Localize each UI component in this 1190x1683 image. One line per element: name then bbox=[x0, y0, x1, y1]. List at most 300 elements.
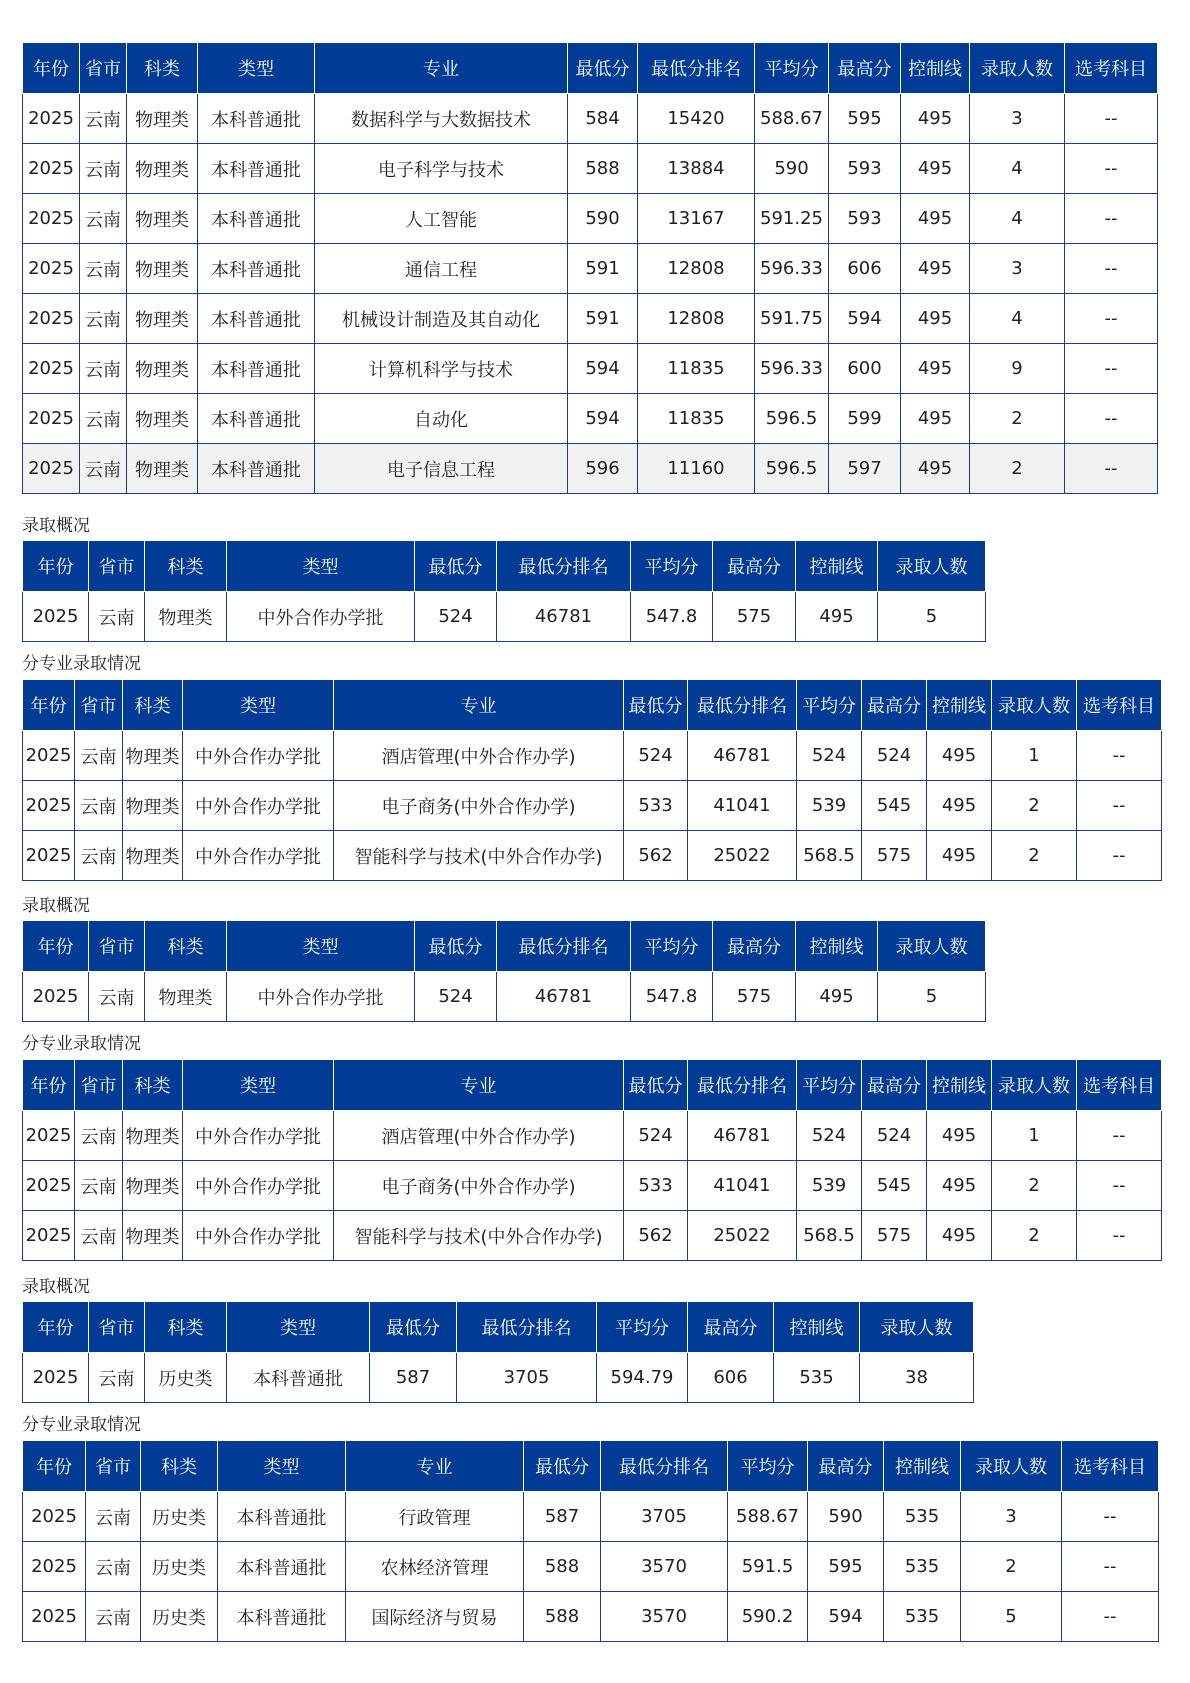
column-header: 最低分 bbox=[624, 680, 688, 731]
table-cell: 606 bbox=[688, 1353, 774, 1403]
table-cell: 2025 bbox=[23, 1353, 89, 1403]
table-cell: 46781 bbox=[688, 1111, 797, 1161]
table-row bbox=[23, 1161, 1162, 1211]
table-cell: 587 bbox=[370, 1353, 457, 1403]
table-cell: 495 bbox=[796, 592, 878, 642]
table-cell: 本科普通批 bbox=[218, 1592, 346, 1642]
column-header: 省市 bbox=[89, 921, 145, 972]
table-cell: 5 bbox=[961, 1592, 1062, 1642]
table-cell: 物理类 bbox=[127, 244, 198, 294]
header-row bbox=[23, 680, 1162, 731]
table-cell: 46781 bbox=[497, 972, 631, 1022]
table-cell: 495 bbox=[927, 731, 992, 781]
column-header: 最高分 bbox=[862, 680, 927, 731]
table-cell: 535 bbox=[884, 1542, 961, 1592]
table-cell: 2025 bbox=[23, 1592, 86, 1642]
admission-table-physics-regular bbox=[22, 42, 1158, 494]
table-row bbox=[23, 144, 1158, 194]
table-cell: 600 bbox=[829, 344, 901, 394]
column-header: 录取人数 bbox=[860, 1302, 974, 1353]
table-cell: 46781 bbox=[497, 592, 631, 642]
column-header: 控制线 bbox=[927, 680, 992, 731]
table-cell: 12808 bbox=[638, 244, 755, 294]
table-cell: 599 bbox=[829, 394, 901, 444]
table-cell: 524 bbox=[624, 1111, 688, 1161]
table-cell: 547.8 bbox=[631, 592, 713, 642]
table-cell: 2025 bbox=[23, 444, 80, 494]
table-cell: -- bbox=[1077, 831, 1162, 881]
column-header: 录取人数 bbox=[970, 43, 1065, 94]
table-cell: 历史类 bbox=[145, 1353, 227, 1403]
table-cell: 2025 bbox=[23, 394, 80, 444]
table-cell: 4 bbox=[970, 294, 1065, 344]
table-cell: -- bbox=[1077, 1211, 1162, 1261]
column-header: 省市 bbox=[89, 1302, 145, 1353]
table-cell: 545 bbox=[862, 1161, 927, 1211]
column-header: 最低分排名 bbox=[601, 1441, 728, 1492]
table-cell: 2025 bbox=[23, 592, 89, 642]
table-cell: -- bbox=[1062, 1542, 1159, 1592]
summary-table bbox=[22, 540, 986, 642]
header-row bbox=[23, 43, 1158, 94]
table-cell: 历史类 bbox=[141, 1592, 218, 1642]
table-cell: 云南 bbox=[89, 1353, 145, 1403]
table-cell: 596.5 bbox=[755, 394, 829, 444]
table-cell: 594 bbox=[829, 294, 901, 344]
column-header: 类型 bbox=[183, 1060, 334, 1111]
table-cell: 本科普通批 bbox=[198, 344, 315, 394]
table-cell: 596.33 bbox=[755, 344, 829, 394]
table-cell: 云南 bbox=[80, 94, 127, 144]
table-cell: 物理类 bbox=[127, 94, 198, 144]
table-cell: 物理类 bbox=[127, 444, 198, 494]
column-header: 省市 bbox=[89, 541, 145, 592]
table-cell: 2 bbox=[992, 781, 1077, 831]
table-cell: 物理类 bbox=[127, 344, 198, 394]
table-cell: -- bbox=[1062, 1592, 1159, 1642]
section-caption: 录取概况 bbox=[22, 896, 90, 916]
table-cell: 595 bbox=[808, 1542, 884, 1592]
table-cell: 3705 bbox=[457, 1353, 597, 1403]
table-cell: 历史类 bbox=[141, 1492, 218, 1542]
table-cell: 41041 bbox=[688, 1161, 797, 1211]
table-cell: 11160 bbox=[638, 444, 755, 494]
column-header: 平均分 bbox=[797, 680, 862, 731]
table-cell: -- bbox=[1065, 444, 1158, 494]
header-row bbox=[23, 921, 986, 972]
table-cell: 25022 bbox=[688, 831, 797, 881]
table-cell: 云南 bbox=[75, 831, 123, 881]
table-cell: 495 bbox=[901, 444, 970, 494]
table-cell: 591 bbox=[568, 294, 638, 344]
table-cell: 中外合作办学批 bbox=[183, 1211, 334, 1261]
column-header: 科类 bbox=[123, 1060, 183, 1111]
table-cell: 物理类 bbox=[123, 831, 183, 881]
table-cell: 38 bbox=[860, 1353, 974, 1403]
table-cell: 593 bbox=[829, 144, 901, 194]
table-cell: 4 bbox=[970, 194, 1065, 244]
table-cell: 594.79 bbox=[597, 1353, 688, 1403]
table-cell: 2025 bbox=[23, 831, 75, 881]
table-cell: 495 bbox=[927, 831, 992, 881]
table-cell: 3 bbox=[961, 1492, 1062, 1542]
section-caption: 分专业录取情况 bbox=[22, 1415, 141, 1435]
table-cell: -- bbox=[1065, 394, 1158, 444]
table-cell: 594 bbox=[568, 394, 638, 444]
table-cell: 495 bbox=[901, 244, 970, 294]
table-cell: 2 bbox=[992, 1211, 1077, 1261]
table-cell: 数据科学与大数据技术 bbox=[315, 94, 568, 144]
column-header: 平均分 bbox=[797, 1060, 862, 1111]
table-cell: 590 bbox=[568, 194, 638, 244]
table-cell: 本科普通批 bbox=[227, 1353, 370, 1403]
column-header: 最高分 bbox=[688, 1302, 774, 1353]
column-header: 平均分 bbox=[728, 1441, 808, 1492]
table-cell: 562 bbox=[624, 1211, 688, 1261]
table-cell: 中外合作办学批 bbox=[183, 831, 334, 881]
column-header: 年份 bbox=[23, 1060, 75, 1111]
table-cell: 11835 bbox=[638, 394, 755, 444]
table-cell: 590.2 bbox=[728, 1592, 808, 1642]
table-row bbox=[23, 1542, 1159, 1592]
table-row bbox=[23, 1211, 1162, 1261]
column-header: 科类 bbox=[127, 43, 198, 94]
column-header: 录取人数 bbox=[878, 921, 986, 972]
table-cell: 2025 bbox=[23, 731, 75, 781]
column-header: 最高分 bbox=[808, 1441, 884, 1492]
table-cell: 591 bbox=[568, 244, 638, 294]
column-header: 最低分 bbox=[568, 43, 638, 94]
table-cell: 中外合作办学批 bbox=[183, 781, 334, 831]
table-cell: 云南 bbox=[80, 394, 127, 444]
table-cell: 行政管理 bbox=[346, 1492, 524, 1542]
table-cell: 3 bbox=[970, 94, 1065, 144]
table-cell: 2025 bbox=[23, 1111, 75, 1161]
summary-section-1 bbox=[22, 540, 986, 642]
table-row bbox=[23, 1111, 1162, 1161]
column-header: 最高分 bbox=[829, 43, 901, 94]
table-cell: 云南 bbox=[75, 1211, 123, 1261]
table-cell: 物理类 bbox=[127, 194, 198, 244]
table-cell: 588.67 bbox=[755, 94, 829, 144]
table-cell: 本科普通批 bbox=[198, 294, 315, 344]
table-cell: 2 bbox=[970, 444, 1065, 494]
column-header: 最低分 bbox=[624, 1060, 688, 1111]
table-cell: 5 bbox=[878, 592, 986, 642]
table-cell: 547.8 bbox=[631, 972, 713, 1022]
table-cell: 国际经济与贸易 bbox=[346, 1592, 524, 1642]
table-cell: 5 bbox=[878, 972, 986, 1022]
table-cell: 3705 bbox=[601, 1492, 728, 1542]
table-cell: 物理类 bbox=[123, 781, 183, 831]
column-header: 科类 bbox=[123, 680, 183, 731]
table-cell: 2 bbox=[992, 1161, 1077, 1211]
table-cell: 524 bbox=[797, 1111, 862, 1161]
table-cell: 1 bbox=[992, 731, 1077, 781]
table-cell: 中外合作办学批 bbox=[227, 592, 415, 642]
table-cell: 自动化 bbox=[315, 394, 568, 444]
column-header: 最低分 bbox=[415, 541, 497, 592]
table-cell: 中外合作办学批 bbox=[227, 972, 415, 1022]
column-header: 录取人数 bbox=[992, 680, 1077, 731]
table-cell: 41041 bbox=[688, 781, 797, 831]
column-header: 年份 bbox=[23, 680, 75, 731]
table-cell: 2025 bbox=[23, 144, 80, 194]
column-header: 类型 bbox=[198, 43, 315, 94]
table-cell: 本科普通批 bbox=[198, 244, 315, 294]
table-cell: 568.5 bbox=[797, 1211, 862, 1261]
table-row bbox=[23, 194, 1158, 244]
table-cell: 物理类 bbox=[123, 1111, 183, 1161]
major-admission-table bbox=[22, 42, 1158, 494]
column-header: 最低分排名 bbox=[457, 1302, 597, 1353]
table-cell: 2 bbox=[961, 1542, 1062, 1592]
table-cell: 495 bbox=[901, 394, 970, 444]
table-row bbox=[23, 444, 1158, 494]
table-cell: 594 bbox=[808, 1592, 884, 1642]
table-cell: 2025 bbox=[23, 94, 80, 144]
table-row bbox=[23, 972, 986, 1022]
table-cell: 524 bbox=[862, 731, 927, 781]
table-cell: 云南 bbox=[89, 972, 145, 1022]
column-header: 最高分 bbox=[713, 541, 796, 592]
table-cell: 2025 bbox=[23, 294, 80, 344]
table-cell: 3570 bbox=[601, 1542, 728, 1592]
table-cell: 9 bbox=[970, 344, 1065, 394]
table-cell: -- bbox=[1077, 1161, 1162, 1211]
table-cell: 594 bbox=[568, 344, 638, 394]
table-cell: 495 bbox=[927, 1111, 992, 1161]
table-cell: 2 bbox=[992, 831, 1077, 881]
table-cell: 495 bbox=[927, 1161, 992, 1211]
table-cell: 46781 bbox=[688, 731, 797, 781]
table-cell: 物理类 bbox=[145, 592, 227, 642]
column-header: 省市 bbox=[80, 43, 127, 94]
major-admission-table bbox=[22, 679, 1162, 881]
column-header: 专业 bbox=[315, 43, 568, 94]
summary-table bbox=[22, 1301, 974, 1403]
table-cell: 596.33 bbox=[755, 244, 829, 294]
table-cell: 11835 bbox=[638, 344, 755, 394]
table-cell: 524 bbox=[862, 1111, 927, 1161]
column-header: 专业 bbox=[346, 1441, 524, 1492]
table-cell: 云南 bbox=[89, 592, 145, 642]
table-cell: 562 bbox=[624, 831, 688, 881]
table-cell: 590 bbox=[755, 144, 829, 194]
table-cell: 农林经济管理 bbox=[346, 1542, 524, 1592]
column-header: 平均分 bbox=[597, 1302, 688, 1353]
table-cell: 云南 bbox=[80, 244, 127, 294]
table-cell: -- bbox=[1077, 1111, 1162, 1161]
table-cell: -- bbox=[1065, 294, 1158, 344]
table-cell: 电子商务(中外合作办学) bbox=[334, 781, 624, 831]
column-header: 选考科目 bbox=[1062, 1441, 1159, 1492]
column-header: 最低分 bbox=[370, 1302, 457, 1353]
table-cell: -- bbox=[1065, 194, 1158, 244]
column-header: 最低分 bbox=[415, 921, 497, 972]
table-cell: 物理类 bbox=[127, 394, 198, 444]
section-caption: 分专业录取情况 bbox=[22, 654, 141, 674]
table-cell: 587 bbox=[524, 1492, 601, 1542]
table-row bbox=[23, 244, 1158, 294]
table-cell: 524 bbox=[415, 972, 497, 1022]
table-cell: 533 bbox=[624, 1161, 688, 1211]
table-cell: 588 bbox=[568, 144, 638, 194]
column-header: 最低分排名 bbox=[497, 541, 631, 592]
header-row bbox=[23, 1441, 1159, 1492]
table-cell: 云南 bbox=[80, 344, 127, 394]
table-cell: 中外合作办学批 bbox=[183, 731, 334, 781]
table-cell: 计算机科学与技术 bbox=[315, 344, 568, 394]
table-cell: 495 bbox=[927, 1211, 992, 1261]
table-cell: 云南 bbox=[86, 1592, 141, 1642]
column-header: 年份 bbox=[23, 1441, 86, 1492]
table-cell: 533 bbox=[624, 781, 688, 831]
table-cell: 电子科学与技术 bbox=[315, 144, 568, 194]
column-header: 最高分 bbox=[862, 1060, 927, 1111]
table-cell: 13884 bbox=[638, 144, 755, 194]
table-row bbox=[23, 1492, 1159, 1542]
table-cell: 2025 bbox=[23, 1211, 75, 1261]
table-cell: 591.5 bbox=[728, 1542, 808, 1592]
major-section-2 bbox=[22, 1059, 1162, 1261]
column-header: 科类 bbox=[145, 541, 227, 592]
table-cell: 本科普通批 bbox=[218, 1542, 346, 1592]
table-cell: 3570 bbox=[601, 1592, 728, 1642]
table-row bbox=[23, 592, 986, 642]
table-cell: -- bbox=[1077, 731, 1162, 781]
table-row bbox=[23, 344, 1158, 394]
table-cell: 智能科学与技术(中外合作办学) bbox=[334, 1211, 624, 1261]
column-header: 年份 bbox=[23, 541, 89, 592]
table-cell: 中外合作办学批 bbox=[183, 1161, 334, 1211]
column-header: 省市 bbox=[75, 680, 123, 731]
table-cell: 中外合作办学批 bbox=[183, 1111, 334, 1161]
table-cell: 酒店管理(中外合作办学) bbox=[334, 731, 624, 781]
column-header: 最低分排名 bbox=[638, 43, 755, 94]
table-cell: 588.67 bbox=[728, 1492, 808, 1542]
header-row bbox=[23, 1302, 974, 1353]
section-caption: 分专业录取情况 bbox=[22, 1034, 141, 1054]
table-cell: 575 bbox=[713, 972, 796, 1022]
table-cell: -- bbox=[1062, 1492, 1159, 1542]
table-cell: 568.5 bbox=[797, 831, 862, 881]
major-section-1 bbox=[22, 679, 1162, 881]
table-cell: 物理类 bbox=[127, 294, 198, 344]
column-header: 选考科目 bbox=[1065, 43, 1158, 94]
table-cell: 3 bbox=[970, 244, 1065, 294]
table-cell: 596.5 bbox=[755, 444, 829, 494]
summary-section-2 bbox=[22, 920, 986, 1022]
column-header: 省市 bbox=[75, 1060, 123, 1111]
summary-table bbox=[22, 920, 986, 1022]
table-cell: 物理类 bbox=[145, 972, 227, 1022]
column-header: 科类 bbox=[145, 1302, 227, 1353]
column-header: 专业 bbox=[334, 680, 624, 731]
table-cell: 2 bbox=[970, 394, 1065, 444]
table-cell: 596 bbox=[568, 444, 638, 494]
table-cell: -- bbox=[1065, 344, 1158, 394]
table-cell: 535 bbox=[884, 1492, 961, 1542]
column-header: 选考科目 bbox=[1077, 1060, 1162, 1111]
section-caption: 录取概况 bbox=[22, 516, 90, 536]
table-cell: 本科普通批 bbox=[198, 394, 315, 444]
table-cell: 495 bbox=[901, 144, 970, 194]
table-cell: 575 bbox=[862, 1211, 927, 1261]
table-cell: 历史类 bbox=[141, 1542, 218, 1592]
table-row bbox=[23, 731, 1162, 781]
table-cell: -- bbox=[1065, 94, 1158, 144]
table-cell: 机械设计制造及其自动化 bbox=[315, 294, 568, 344]
column-header: 年份 bbox=[23, 921, 89, 972]
table-cell: 25022 bbox=[688, 1211, 797, 1261]
column-header: 最低分 bbox=[524, 1441, 601, 1492]
column-header: 控制线 bbox=[901, 43, 970, 94]
column-header: 类型 bbox=[227, 921, 415, 972]
table-cell: 606 bbox=[829, 244, 901, 294]
table-cell: 545 bbox=[862, 781, 927, 831]
column-header: 类型 bbox=[183, 680, 334, 731]
table-cell: 535 bbox=[774, 1353, 860, 1403]
table-cell: 539 bbox=[797, 781, 862, 831]
column-header: 最高分 bbox=[713, 921, 796, 972]
table-cell: 15420 bbox=[638, 94, 755, 144]
table-cell: 物理类 bbox=[123, 1161, 183, 1211]
table-cell: 酒店管理(中外合作办学) bbox=[334, 1111, 624, 1161]
table-cell: 2025 bbox=[23, 194, 80, 244]
table-cell: 物理类 bbox=[127, 144, 198, 194]
column-header: 年份 bbox=[23, 1302, 89, 1353]
table-cell: 524 bbox=[624, 731, 688, 781]
table-cell: 495 bbox=[901, 94, 970, 144]
column-header: 平均分 bbox=[631, 921, 713, 972]
column-header: 省市 bbox=[86, 1441, 141, 1492]
table-cell: 575 bbox=[862, 831, 927, 881]
table-cell: 2025 bbox=[23, 244, 80, 294]
column-header: 录取人数 bbox=[878, 541, 986, 592]
table-cell: 云南 bbox=[75, 781, 123, 831]
column-header: 控制线 bbox=[796, 921, 878, 972]
table-cell: 2025 bbox=[23, 1161, 75, 1211]
table-cell: 588 bbox=[524, 1542, 601, 1592]
column-header: 录取人数 bbox=[961, 1441, 1062, 1492]
column-header: 录取人数 bbox=[992, 1060, 1077, 1111]
column-header: 最低分排名 bbox=[688, 1060, 797, 1111]
table-cell: 1 bbox=[992, 1111, 1077, 1161]
table-cell: 591.25 bbox=[755, 194, 829, 244]
column-header: 控制线 bbox=[884, 1441, 961, 1492]
summary-section-3 bbox=[22, 1301, 974, 1403]
table-cell: 595 bbox=[829, 94, 901, 144]
table-row bbox=[23, 781, 1162, 831]
table-cell: 物理类 bbox=[123, 1211, 183, 1261]
column-header: 选考科目 bbox=[1077, 680, 1162, 731]
table-row bbox=[23, 1592, 1159, 1642]
column-header: 科类 bbox=[141, 1441, 218, 1492]
table-cell: 云南 bbox=[86, 1542, 141, 1592]
table-cell: 590 bbox=[808, 1492, 884, 1542]
column-header: 平均分 bbox=[755, 43, 829, 94]
table-cell: 495 bbox=[901, 294, 970, 344]
column-header: 类型 bbox=[227, 1302, 370, 1353]
table-cell: 597 bbox=[829, 444, 901, 494]
table-cell: 584 bbox=[568, 94, 638, 144]
table-cell: 云南 bbox=[80, 444, 127, 494]
table-cell: 495 bbox=[927, 781, 992, 831]
table-cell: 575 bbox=[713, 592, 796, 642]
table-cell: 云南 bbox=[75, 1111, 123, 1161]
table-cell: 2025 bbox=[23, 1492, 86, 1542]
